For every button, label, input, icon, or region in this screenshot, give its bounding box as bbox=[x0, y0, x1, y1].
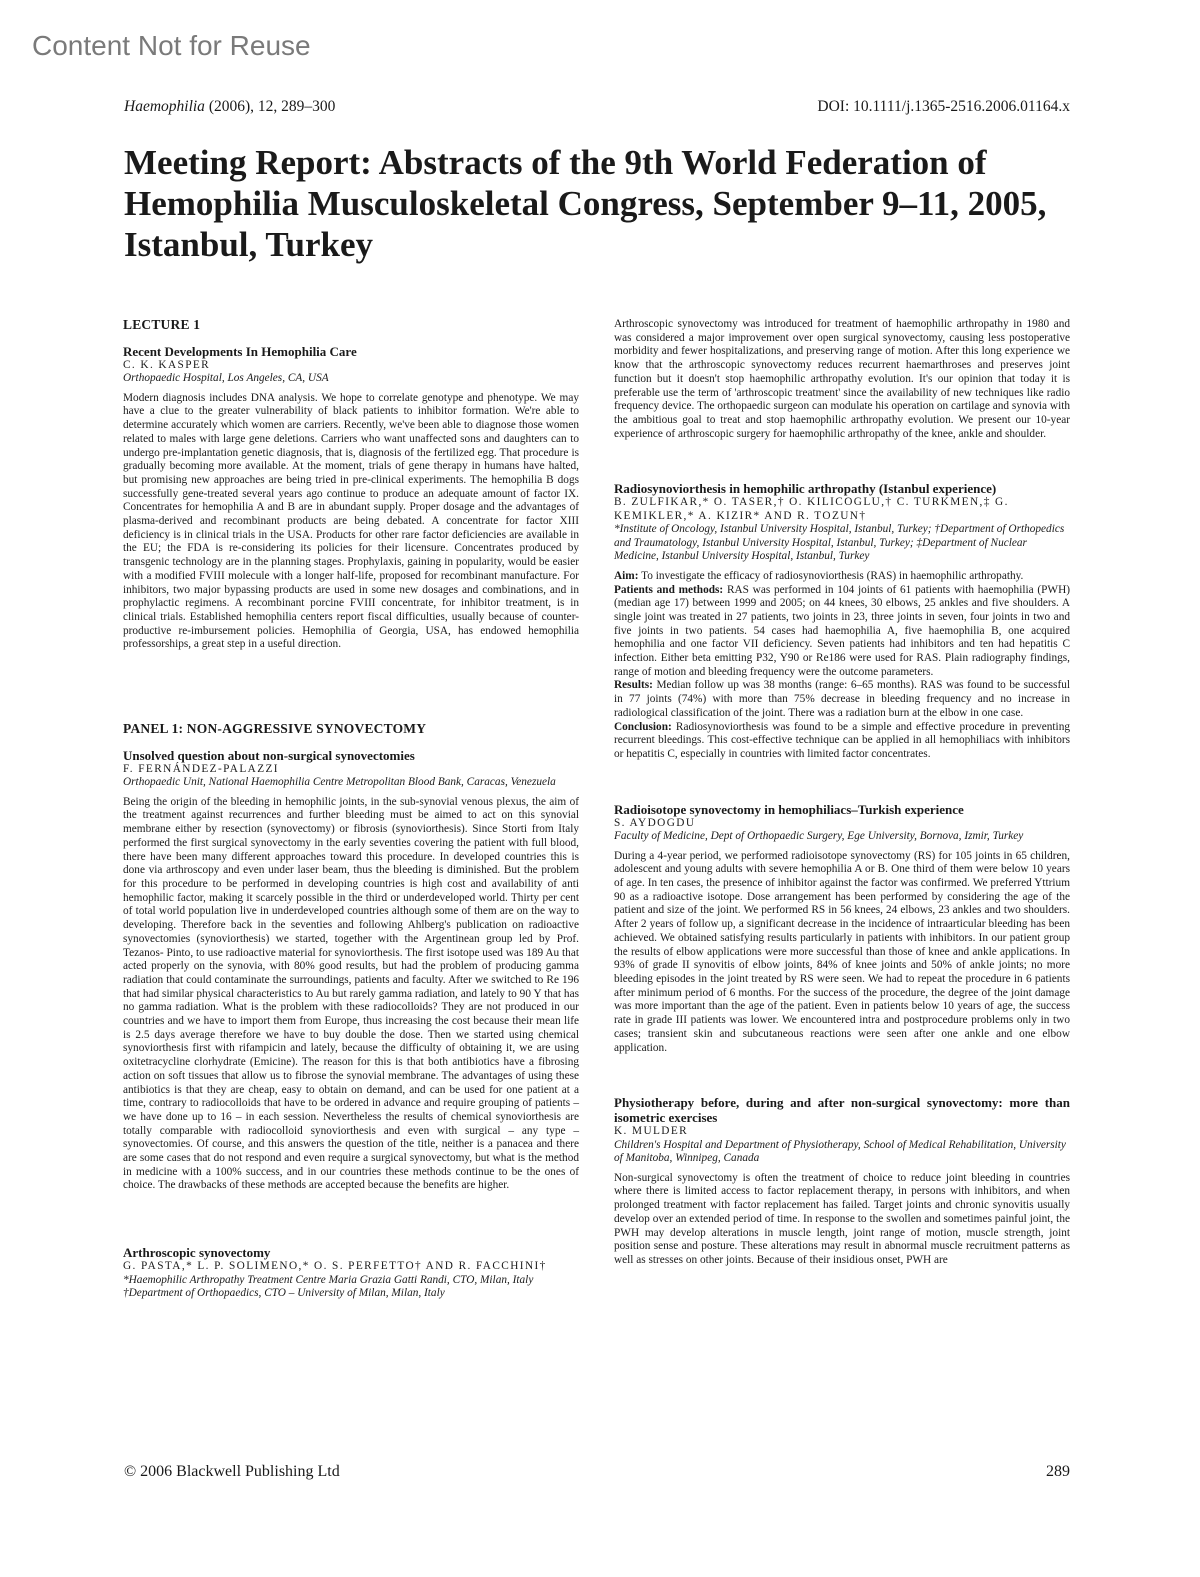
abstract-authors: K. MULDER bbox=[614, 1125, 689, 1138]
abstract-affiliation: Faculty of Medicine, Dept of Orthopaedic Surgery, Ege University, Bornova, Izmir, Turkey bbox=[614, 830, 1024, 843]
abstract-title: Unsolved question about non-surgical synovectomies bbox=[123, 747, 415, 763]
results-paragraph bbox=[614, 679, 1070, 720]
left-column bbox=[123, 318, 579, 1307]
abstract-authors: B. ZULFIKAR,* O. TASER,† O. KILICOGLU,† C. TURKMEN,‡ G. KEMIKLER,* A. KIZIR* AND R. TOZUN† bbox=[614, 496, 1009, 522]
methods-label: Patients and methods: bbox=[614, 583, 724, 596]
abstract-title: Recent Developments In Hemophilia Care bbox=[123, 343, 357, 359]
conclusion-text: Radiosynoviorthesis was found to be a simple and effective procedure in preventing recurrent bleedings. This cost-effective technique can be applied in all hemophiliacs with inhibitors or hepatitis C, especially in countries with limited factor concentrates. bbox=[614, 720, 1070, 760]
aim-text: To investigate the efficacy of radiosynoviorthesis (RAS) in haemophilic arthropathy. bbox=[641, 569, 1024, 582]
conclusion-paragraph bbox=[614, 721, 1070, 762]
results-text: Median follow up was 38 months (range: 6–65 months). RAS was found to be successful in 77 joints (74%) with more than 75% decrease in bleeding frequency and no increase in radiological classification of the joint. There was a radiation burn at the elbow in one case. bbox=[614, 679, 1070, 719]
page-number: 289 bbox=[1046, 1463, 1070, 1480]
abstract-affiliation: *Haemophilic Arthropathy Treatment Centre Maria Grazia Gatti Randi, CTO, Milan, Italy †Department of Orthopaedics, CTO – University of Milan, Milan, Italy bbox=[123, 1273, 534, 1300]
arthroscopic-body: Arthroscopic synovectomy was introduced for treatment of haemophilic arthropathy in 1980 and was considered a major improvement over open surgical synovectomy, causing less postoperative morbidity and fewer hospitalizations, and preserving range of motion. After this long experience we know that the arthroscopic synovectomy reduces recurrent haemarthroses and preserves joint function but it doesn't stop haemophilic arthropathy evolution. It's our opinion that today it is preferable use the term of 'arthroscopic treatment' since the availability of new techniques like radio frequency device. The orthopaedic surgeon can modulate his operation on cartilage and synovia with the ambitious goal to treat and stop haemophilic arthropathy evolution. We present our 10-year experience of arthroscopic surgery for haemophilic arthropathy of the knee, ankle and shoulder. bbox=[614, 318, 1070, 440]
page-title: Meeting Report: Abstracts of the 9th World Federation of Hemophilia Musculoskeletal Congress, September 9–11, 2005, Istanbul, Turkey bbox=[124, 143, 1047, 264]
citation-details: (2006), 12, 289–300 bbox=[208, 98, 336, 115]
page-footer bbox=[124, 1463, 1070, 1481]
aim-label: Aim: bbox=[614, 569, 639, 582]
right-column bbox=[614, 318, 1070, 1268]
abstract-title: Radiosynoviorthesis in hemophilic arthropathy (Istanbul experience) bbox=[614, 481, 997, 497]
abstract-affiliation: *Institute of Oncology, Istanbul University Hospital, Istanbul, Turkey; †Department of Orthopedics and Traumatology, Istanbul University Hospital, Istanbul, Turkey; ‡Department of Nuclear Medicine, Istanbul University Hospital, Istanbul, Turkey bbox=[614, 523, 1065, 563]
journal-citation bbox=[124, 98, 335, 116]
abstract-title: Physiotherapy before, during and after non-surgical synovectomy: more than isometric exercises bbox=[614, 1095, 1070, 1126]
methods-text: RAS was performed in 104 joints of 61 patients with haemophilia (PWH) (median age 17) between 1999 and 2005; on 44 knees, 30 elbows, 25 ankles and five shoulders. A single joint was treated in 27 patients, two joints in 23, three joints in seven, four joints in two and five joints in two patients. 54 cases had haemophilia A, five haemophilia B, one acquired hemophilia and one factor VII deficiency. Seven patients had inhibitors and ten had hepatitis C infection. Either beta emitting P32, Y90 or Re186 were used for RAS. Plain radiography findings, range of motion and bleeding frequency were the outcome parameters. bbox=[614, 583, 1070, 678]
watermark: Content Not for Reuse bbox=[32, 30, 311, 61]
abstract-authors: S. AYDOGDU bbox=[614, 816, 696, 829]
doi[interactable]: DOI: 10.1111/j.1365-2516.2006.01164.x bbox=[817, 98, 1070, 115]
abstract-title: Radioisotope synovectomy in hemophiliacs–Turkish experience bbox=[614, 801, 964, 817]
aim-paragraph bbox=[614, 570, 1070, 584]
abstract-kasper bbox=[123, 344, 579, 652]
abstract-affiliation: Orthopaedic Unit, National Haemophilia Centre Metropolitan Blood Bank, Caracas, Venezuela bbox=[123, 776, 556, 789]
abstract-pasta bbox=[123, 1245, 579, 1301]
abstract-body: During a 4-year period, we performed radioisotope synovectomy (RS) for 105 joints in 65 children, adolescent and young adults with severe hemophilia A or B. One third of them were below 10 years of age. In ten cases, the presence of inhibitor against the factor was confirmed. We preferred Yttrium 90 as a radioactive isotope. Dose arrangement has been performed by considering the age of the patient and size of the joint. We performed RS in 56 knees, 24 elbows, 23 ankles and two shoulders. After 2 years of follow up, a significant decrease in the incidence of intraarticular bleeding has been achieved. We obtained satisfying results particularly in patients with inhibitors. In our patient group the results of elbow applications were more successful than those of knee and ankle applications. In 93% of grade II synovitis of elbow joints, 84% of knee joints and 50% of ankle joints; no more bleeding episodes in the joint treated by RS were seen. We had to repeat the procedure in 6 patients after minimum period of 6 months. For the success of the procedure, the degree of the joint damage was more important than the age of the patient. Even in patients below 10 years of age, the success rate in grade III patients was lower. We encountered intra and postprocedure problems only in two cases; transient skin and subcutaneous reactions were seen after one ankle and one elbow application. bbox=[614, 849, 1070, 1054]
abstract-zulfikar bbox=[614, 481, 1070, 761]
abstract-fernandez-palazzi bbox=[123, 748, 579, 1193]
results-label: Results: bbox=[614, 679, 653, 692]
abstract-authors: F. FERNÁNDEZ-PALAZZI bbox=[123, 762, 279, 775]
abstract-authors: G. PASTA,* L. P. SOLIMENO,* O. S. PERFETTO† AND R. FACCHINI† bbox=[123, 1260, 547, 1273]
abstract-title: Arthroscopic synovectomy bbox=[123, 1245, 271, 1261]
conclusion-label: Conclusion: bbox=[614, 720, 672, 733]
abstract-body: Being the origin of the bleeding in hemophilic joints, in the sub-synovial venous plexus, the aim of the treatment against recurrences and further bleeding must be aimed to act on this synovial membrane either by resection (synovectomy) or fibrosis (synoviorthesis). Since Storti from Italy performed the first surgical synovectomy in the early seventies covering the patient with full blood, there have been many different approaches toward this procedure. In developed countries this is done via arthroscopy and even under laser beam, thus the bleeding is diminished. But the problem for this procedure to be performed in developing countries is high cost and availability of anti hemophilic factor, making it scarcely possible in the third or underdeveloped world. Thirty per cent of total world population live in underdeveloped countries although some of them are on the way to developing. Therefore back in the seventies and following Ahlberg's publication on radioactive synovectomies (synoviorthesis) we started, together with the Argentinean group led by Prof. Tezanos- Pinto, to use radioactive material for synoviorthesis. The first isotope used was 189 Au that acted properly on the synovia, with 80% good results, but had the problem of producing gamma radiation that could contaminate the surroundings, patients and faculty. After we switched to Re 196 that had similar physical characteristics to Au but rarely gamma radiation, and lately to 90 Y that has no gamma radiation. What is the problem with these radiocolloids? They are not produced in our countries and we have to import them from Europe, thus increasing the cost because their mean life is 2.5 days average therefore we have to buy double the dose. Then we started using chemical synoviorthesis first with rifampicin and lately, because the difficulty of obtaining it, we are using oxitetracycline clorhydrate (Emicine). The reason for this is that both antibiotics have a fibrosing action on soft tissues that allow us to fibrose the synovial membrane. The advantages of using these antibiotics is that they are cheap, easy to obtain on demand, and can be used for one patient at a time, contrary to radiocolloids that have to be ordered in advance and require grouping of patients – we have done up to 16 – in each session. Nevertheless the results of chemical synoviorthesis are totally comparable with radiocolloid synoviorthesis and even with surgical – any type – synovectomies. Of course, and this answers the question of the title, neither is a panacea and there are some cases that do not respond and even require a surgical synovectomy, but what is the method in medicine with a 100% success, and in our countries these methods continue to be the ones of choice. The drawbacks of these methods are accepted because the benefits are higher. bbox=[123, 795, 579, 1192]
lecture-heading: LECTURE 1 bbox=[123, 317, 201, 332]
abstract-aydogdu bbox=[614, 802, 1070, 1056]
abstract-body: Non-surgical synovectomy is often the treatment of choice to reduce joint bleeding in countries where there is limited access to factor replacement therapy, in persons with inhibitors, and when prolonged treatment with factor replacement has failed. Target joints and chronic synovitis usually develop over an extended period of time. In response to the swollen and sometimes painful joint, the PWH may develop alterations in muscle length, joint range of motion, muscle strength, joint position sense and posture. These alterations may result in abnormal muscle recruitment patterns as well as stresses on other joints. Because of their insidious onset, PWH are bbox=[614, 1171, 1070, 1266]
abstract-authors: C. K. KASPER bbox=[123, 358, 211, 371]
methods-paragraph bbox=[614, 584, 1070, 680]
abstract-affiliation: Orthopaedic Hospital, Los Angeles, CA, USA bbox=[123, 372, 329, 385]
panel-heading: PANEL 1: NON-AGGRESSIVE SYNOVECTOMY bbox=[123, 721, 427, 737]
journal-name: Haemophilia bbox=[124, 98, 205, 115]
copyright: © 2006 Blackwell Publishing Ltd bbox=[124, 1463, 340, 1480]
abstract-body: Modern diagnosis includes DNA analysis. We hope to correlate genotype and phenotype. We may have a clue to the greater vulnerability of black patients to inhibitor formation. We're able to determine accurately which women are carriers. Recently, we've been able to diagnose those women related to males with large gene deletions. Carriers who want unaffected sons and daughters can to undergo pre-implantation genetic diagnosis, that is, diagnosis of the fertilized egg. That procedure is gradually becoming more available. At the moment, trials of gene therapy in humans have halted, but promising new approaches are being tried in pre-clinical experiments. The hemophilia B dogs successfully gene-treated several years ago continue to produce an adequate amount of factor IX. Concentrates for hemophilia A and B are in abundant supply. Proper dosage and the advantages of plasma-derived and recombinant products are being debated. A concentrate for factor XIII deficiency is in clinical trials in the USA. Products for other rare factor deficiencies are available in the EU; the FDA is re-considering its policies for their licensure. Concentrates produced by transgenic technology are in the planning stages. Prophylaxis, gaining in popularity, would be easier with a modified FVIII molecule with a longer half-life, proposed for recombinant manufacture. For inhibitors, two major bypassing products are used in some new dosages and combinations, and in prophylactic regimens. A recombinant porcine FVIII concentrate, for inhibitor treatment, is in clinical trials. Established hemophilia centers report fiscal difficulties, usually because of counter-productive re-imbursement policies. Hemophilia of Georgia, USA, has endowed hemophilia professorships, a great step in a useful direction. bbox=[123, 391, 579, 651]
abstract-affiliation: Children's Hospital and Department of Physiotherapy, School of Medical Rehabilitation, University of Manitoba, Winnipeg, Canada bbox=[614, 1138, 1066, 1165]
running-head bbox=[124, 98, 1070, 116]
abstract-mulder bbox=[614, 1095, 1070, 1267]
